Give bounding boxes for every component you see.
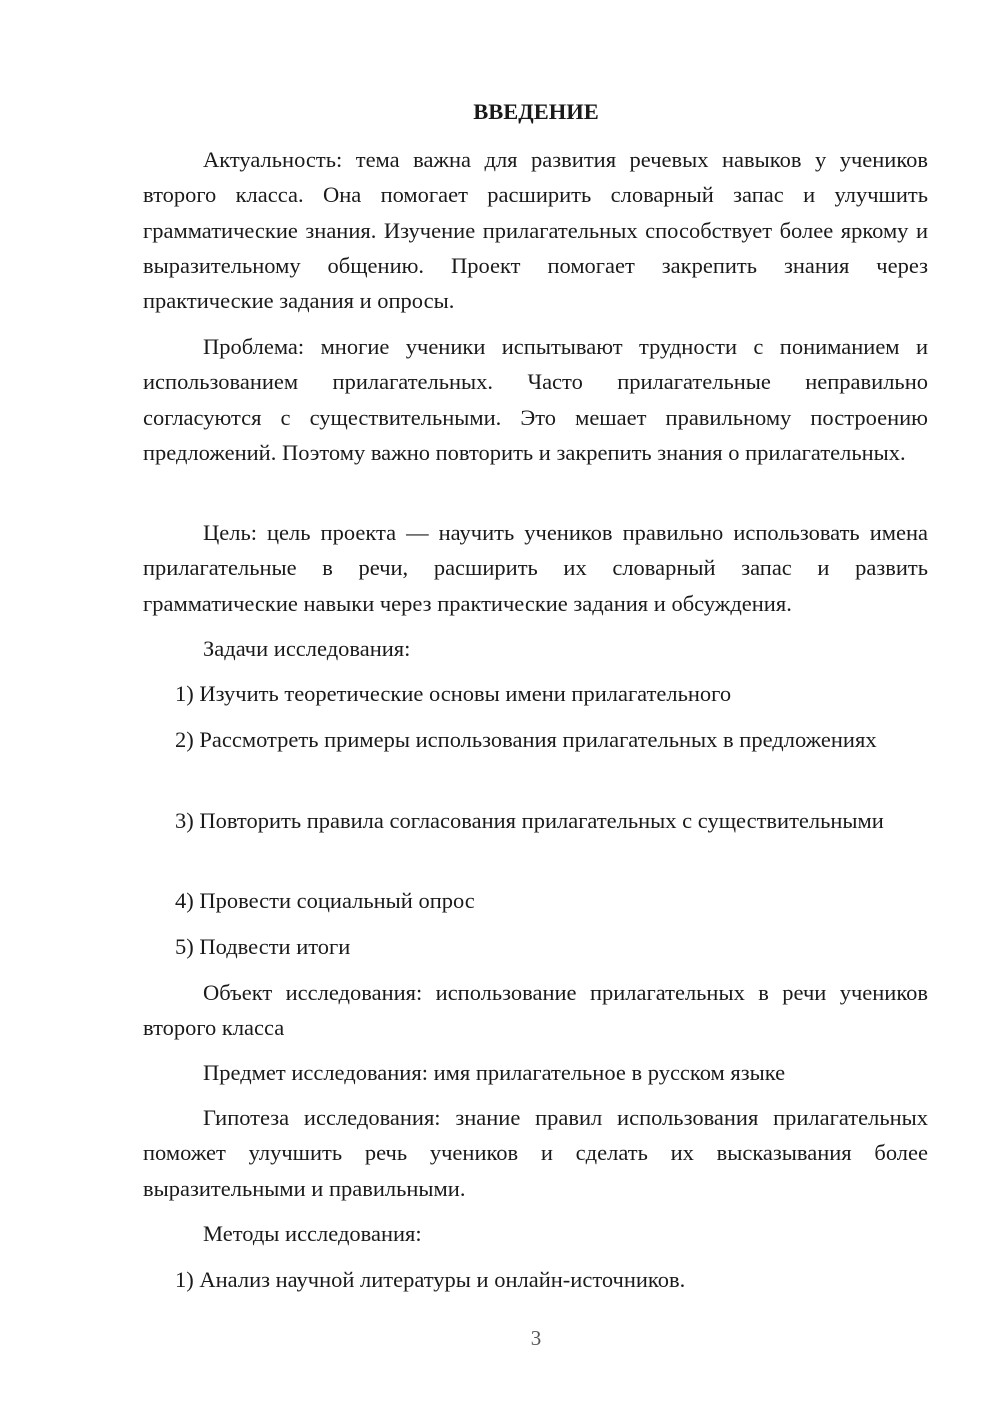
list-item-method-1: 1) Анализ научной литературы и онлайн-источников. (175, 1267, 686, 1292)
list-item-task-2: 2) Рассмотреть примеры использования прилагательных в предложениях (175, 727, 877, 752)
page-title: ВВЕДЕНИЕ (473, 99, 599, 124)
paragraph-hypothesis: Гипотеза исследования: знание правил использования прилагательных поможет улучшить речь учеников и сделать их высказывания более выразительными и правильными. (143, 1105, 928, 1201)
paragraph-subject: Предмет исследования: имя прилагательное в русском языке (203, 1060, 786, 1085)
list-item-task-1: 1) Изучить теоретические основы имени прилагательного (175, 681, 732, 706)
paragraph-object: Объект исследования: использование прилагательных в речи учеников второго класса (143, 980, 928, 1041)
page-number: 3 (530, 1326, 542, 1350)
list-item-task-4: 4) Провести социальный опрос (175, 888, 475, 913)
list-item-task-5: 5) Подвести итоги (175, 934, 351, 959)
paragraph-relevance: Актуальность: тема важна для развития речевых навыков у учеников второго класса. Она помогает расширить словарный запас и улучшить грамматические знания. Изучение прилагательных способствует более яркому и выразительному общению. Проект помогает закрепить знания через практические задания и опросы. (143, 147, 928, 314)
list-item-task-3: 3) Повторить правила согласования прилагательных с существительными (175, 808, 884, 833)
paragraph-tasks-heading: Задачи исследования: (203, 636, 411, 661)
paragraph-problem: Проблема: многие ученики испытывают трудности с пониманием и использованием прилагательных. Часто прилагательные неправильно согласуются с существительными. Это мешает правильному построению предложений. Поэтому важно повторить и закрепить знания о прилагательных. (143, 334, 928, 465)
paragraph-methods-heading: Методы исследования: (203, 1221, 422, 1246)
paragraph-goal: Цель: цель проекта — научить учеников правильно использовать имена прилагательные в речи, расширить их словарный запас и развить грамматические навыки через практические задания и обсуждения. (143, 520, 928, 616)
